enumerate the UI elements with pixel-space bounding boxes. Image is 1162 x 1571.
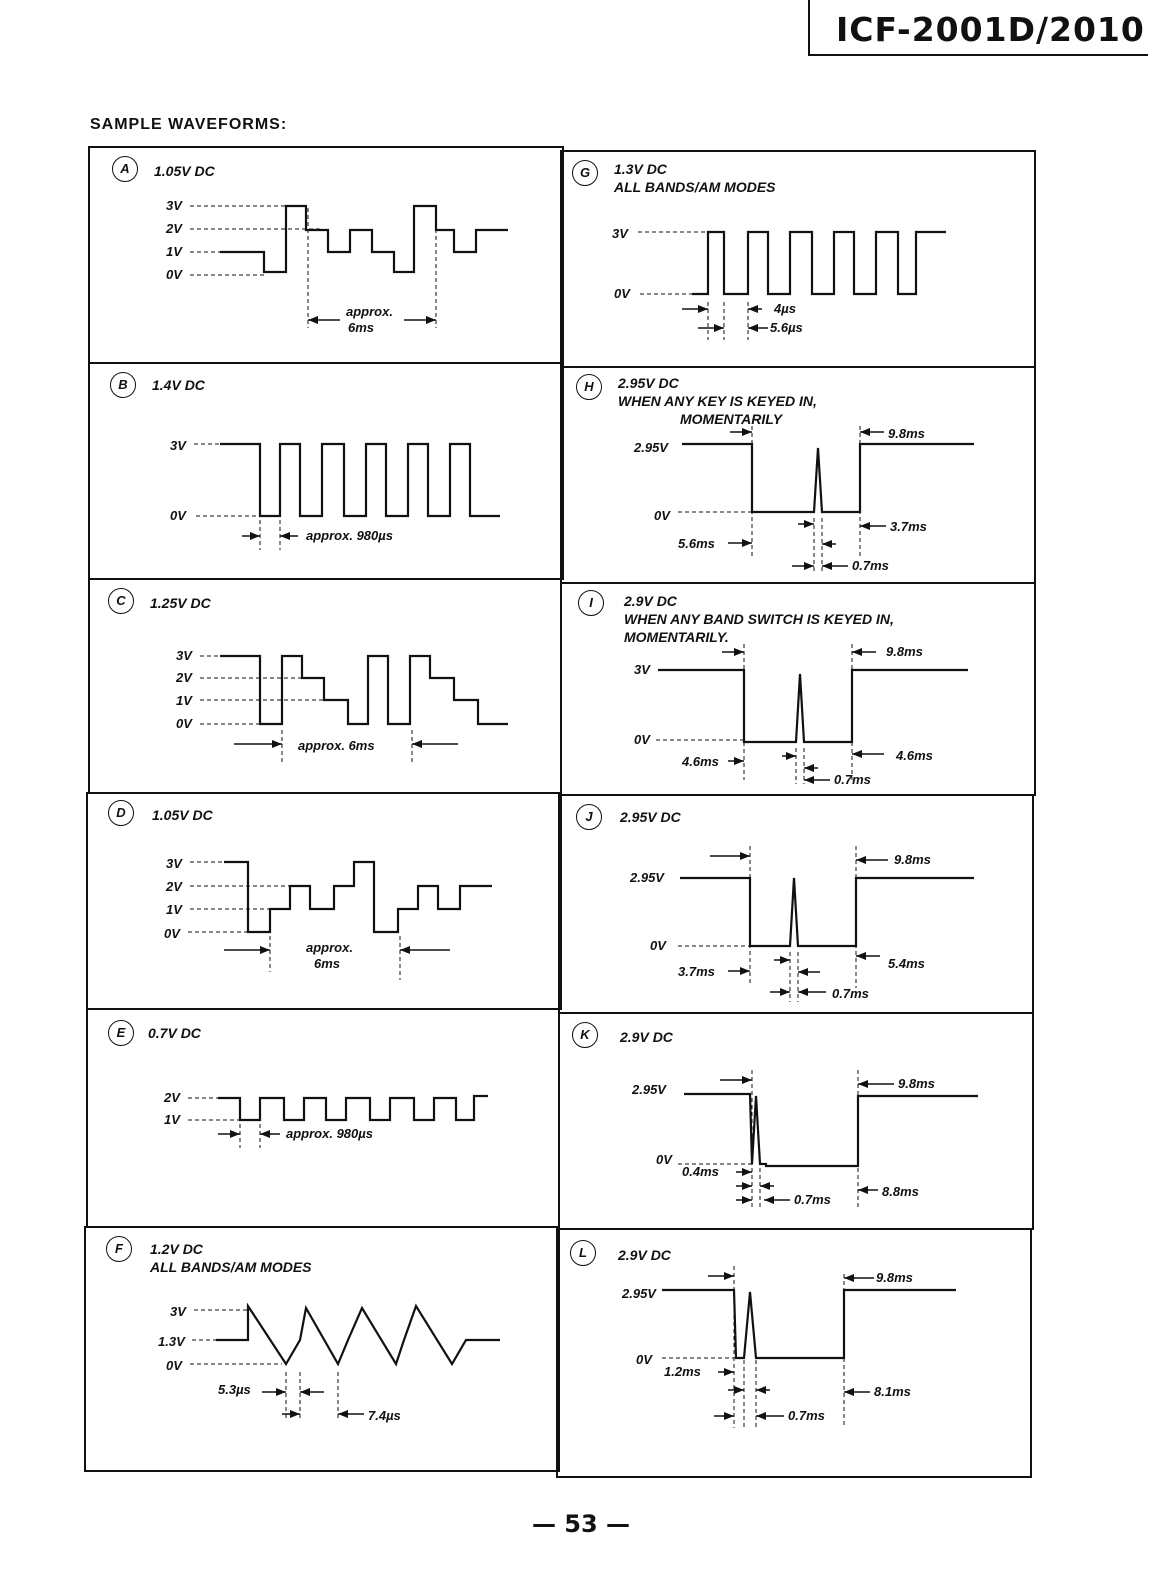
time-8-8ms: 8.8ms	[882, 1184, 919, 1199]
waveform-j	[560, 796, 1036, 1016]
time-5-6ms: 5.6ms	[678, 536, 715, 551]
time-label: approx. 6ms	[298, 738, 375, 753]
time-0-4ms: 0.4ms	[682, 1164, 719, 1179]
model-title: ICF-2001D/2010	[836, 10, 1145, 49]
level-0v: 0V	[656, 1152, 672, 1167]
panel-letter-h: H	[576, 374, 602, 400]
waveform-trace	[680, 878, 974, 946]
time-0-7ms: 0.7ms	[852, 558, 889, 573]
level-high: 3V	[634, 662, 650, 677]
time-3-7ms: 3.7ms	[678, 964, 715, 979]
waveform-trace	[216, 1306, 500, 1364]
time-9-8ms: 9.8ms	[876, 1270, 913, 1285]
waveform-panel-h	[560, 366, 1036, 584]
waveform-panel-c	[88, 578, 562, 794]
waveform-panel-d	[86, 792, 562, 1010]
level-2v: 2V	[164, 1090, 180, 1105]
waveform-l	[558, 1230, 1034, 1480]
waveform-c	[90, 580, 564, 796]
level-2v: 2V	[176, 670, 192, 685]
waveform-i	[562, 584, 1038, 798]
level-high: 2.95V	[630, 870, 664, 885]
time-0-7ms: 0.7ms	[788, 1408, 825, 1423]
waveform-g	[562, 152, 1038, 370]
level-1v: 1V	[176, 693, 192, 708]
waveform-panel-j	[558, 794, 1034, 1014]
level-0v: 0V	[634, 732, 650, 747]
time-4us: 4µs	[774, 301, 796, 316]
section-heading: SAMPLE WAVEFORMS:	[90, 116, 288, 133]
waveform-trace	[662, 1290, 956, 1358]
level-0v: 0V	[650, 938, 666, 953]
time-9-8ms: 9.8ms	[888, 426, 925, 441]
level-0v: 0V	[654, 508, 670, 523]
time-label: 6ms	[314, 956, 341, 971]
time-1-2ms: 1.2ms	[664, 1364, 701, 1379]
level-1v: 1V	[164, 1112, 180, 1127]
waveform-h	[562, 368, 1038, 586]
level-2v: 2V	[166, 221, 182, 236]
level-3v: 3V	[170, 1304, 186, 1319]
waveform-panel-b	[88, 362, 564, 580]
dc-value: 1.25V DC	[150, 595, 211, 611]
time-0-7ms: 0.7ms	[834, 772, 871, 787]
level-1-3v: 1.3V	[158, 1334, 185, 1349]
waveform-k	[560, 1014, 1036, 1232]
waveform-f	[86, 1228, 562, 1474]
waveform-trace	[692, 232, 946, 294]
level-2v: 2V	[166, 879, 182, 894]
level-0v: 0V	[170, 508, 186, 523]
page-number: — 53 —	[531, 1510, 631, 1538]
approx-label: approx.	[346, 304, 393, 319]
level-high: 2.95V	[622, 1286, 656, 1301]
waveform-b	[90, 364, 566, 582]
time-8-1ms: 8.1ms	[874, 1384, 911, 1399]
title-rule	[808, 0, 810, 56]
panel-note-2: MOMENTARILY.	[624, 629, 729, 645]
waveform-panel-f	[84, 1226, 560, 1472]
level-1v: 1V	[166, 902, 182, 917]
level-3v: 3V	[166, 856, 182, 871]
level-0v: 0V	[166, 1358, 182, 1373]
level-high: 2.95V	[632, 1082, 666, 1097]
time-0-7ms: 0.7ms	[832, 986, 869, 1001]
level-0v: 0V	[614, 286, 630, 301]
dc-value: 1.05V DC	[154, 163, 215, 179]
waveform-trace	[658, 670, 968, 742]
panel-letter-k: K	[572, 1022, 598, 1048]
time-9-8ms: 9.8ms	[898, 1076, 935, 1091]
dc-value: 2.9V DC	[620, 1029, 673, 1045]
waveform-panel-e	[86, 1008, 560, 1228]
approx-label: approx.	[306, 940, 353, 955]
panel-letter-e: E	[108, 1020, 134, 1046]
panel-letter-g: G	[572, 160, 598, 186]
time-label: 6ms	[348, 320, 375, 335]
waveform-trace	[224, 862, 492, 932]
waveform-e	[88, 1010, 562, 1230]
panel-note: ALL BANDS/AM MODES	[150, 1259, 312, 1275]
panel-note: ALL BANDS/AM MODES	[614, 179, 776, 195]
time-9-8ms: 9.8ms	[894, 852, 931, 867]
waveform-trace	[220, 206, 508, 272]
waveform-trace	[220, 444, 500, 516]
time-5-4ms: 5.4ms	[888, 956, 925, 971]
waveform-trace	[218, 1096, 488, 1120]
time-3-7ms: 3.7ms	[890, 519, 927, 534]
time-4-6ms-right: 4.6ms	[896, 748, 933, 763]
panel-letter-f: F	[106, 1236, 132, 1262]
panel-note-2: MOMENTARILY	[680, 411, 783, 427]
panel-letter-a: A	[112, 156, 138, 182]
waveform-panel-i	[560, 582, 1036, 796]
panel-letter-d: D	[108, 800, 134, 826]
panel-letter-i: I	[578, 590, 604, 616]
time-5-6us: 5.6µs	[770, 320, 803, 335]
time-label: approx. 980µs	[306, 528, 393, 543]
time-7-4us: 7.4µs	[368, 1408, 401, 1423]
time-0-7ms: 0.7ms	[794, 1192, 831, 1207]
level-0v: 0V	[166, 267, 182, 282]
time-label: approx. 980µs	[286, 1126, 373, 1141]
time-5-3us: 5.3µs	[218, 1382, 251, 1397]
waveform-trace	[220, 656, 508, 724]
panel-note: WHEN ANY BAND SWITCH IS KEYED IN,	[624, 611, 894, 627]
level-0v: 0V	[176, 716, 192, 731]
level-0v: 0V	[164, 926, 180, 941]
time-9-8ms: 9.8ms	[886, 644, 923, 659]
dc-value: 2.9V DC	[624, 593, 677, 609]
waveform-trace	[682, 444, 974, 512]
dc-value: 1.05V DC	[152, 807, 213, 823]
dc-value: 2.95V DC	[618, 375, 679, 391]
panel-letter-l: L	[570, 1240, 596, 1266]
level-3v: 3V	[612, 226, 628, 241]
waveform-panel-g	[560, 150, 1036, 368]
level-3v: 3V	[166, 198, 182, 213]
dc-value: 1.2V DC	[150, 1241, 203, 1257]
waveform-panel-k	[558, 1012, 1034, 1230]
panel-letter-c: C	[108, 588, 134, 614]
dc-value: 1.3V DC	[614, 161, 667, 177]
waveform-a	[90, 148, 566, 366]
waveform-d	[88, 794, 564, 1012]
waveform-panel-l	[556, 1228, 1032, 1478]
panel-letter-j: J	[576, 804, 602, 830]
dc-value: 2.95V DC	[620, 809, 681, 825]
level-3v: 3V	[176, 648, 192, 663]
dc-value: 0.7V DC	[148, 1025, 201, 1041]
level-high: 2.95V	[634, 440, 668, 455]
waveform-trace	[684, 1094, 978, 1166]
time-4-6ms-left: 4.6ms	[682, 754, 719, 769]
level-3v: 3V	[170, 438, 186, 453]
title-underline	[808, 54, 1148, 56]
level-1v: 1V	[166, 244, 182, 259]
panel-letter-b: B	[110, 372, 136, 398]
panel-note: WHEN ANY KEY IS KEYED IN,	[618, 393, 817, 409]
waveform-panel-a	[88, 146, 564, 364]
dc-value: 1.4V DC	[152, 377, 205, 393]
level-0v: 0V	[636, 1352, 652, 1367]
dc-value: 2.9V DC	[618, 1247, 671, 1263]
